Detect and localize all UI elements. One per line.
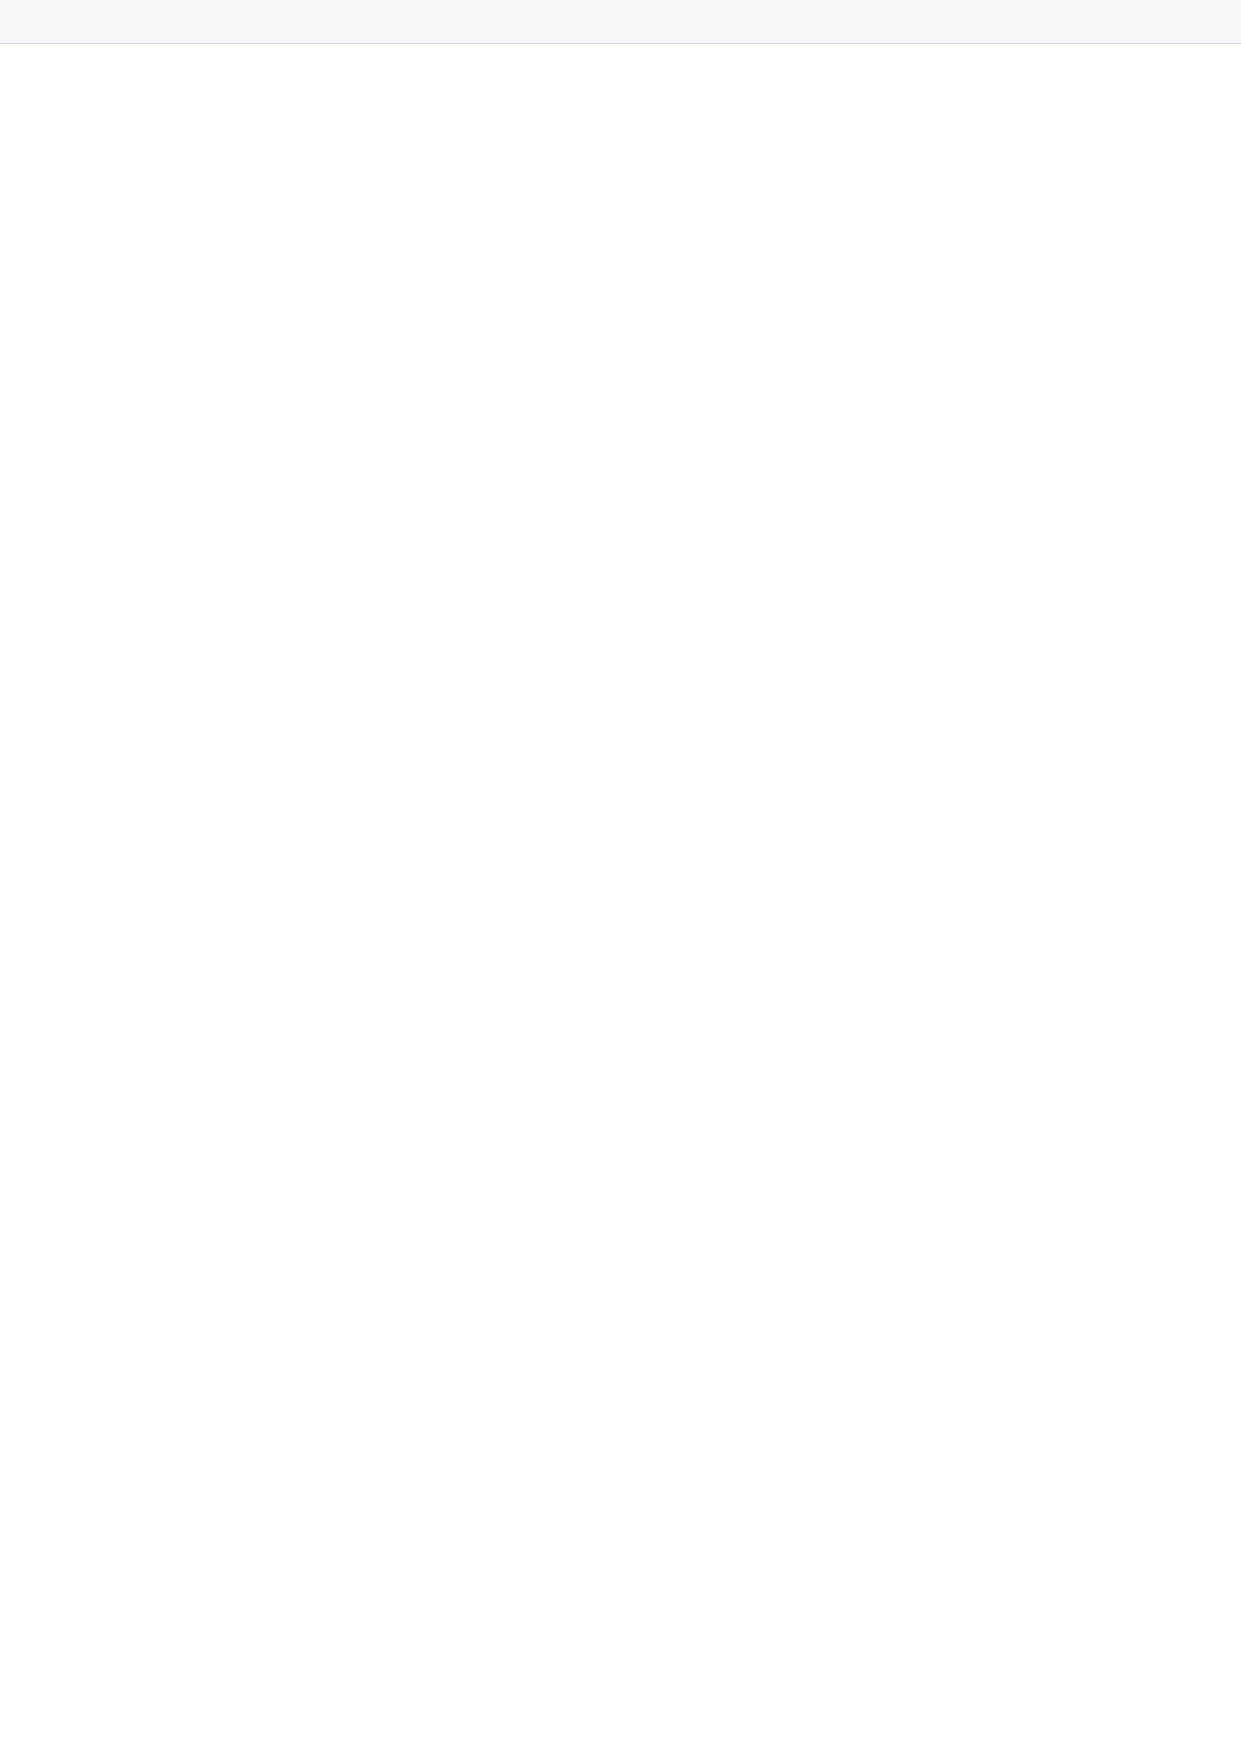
title-bar bbox=[0, 0, 1241, 44]
main-content bbox=[0, 44, 1241, 1754]
